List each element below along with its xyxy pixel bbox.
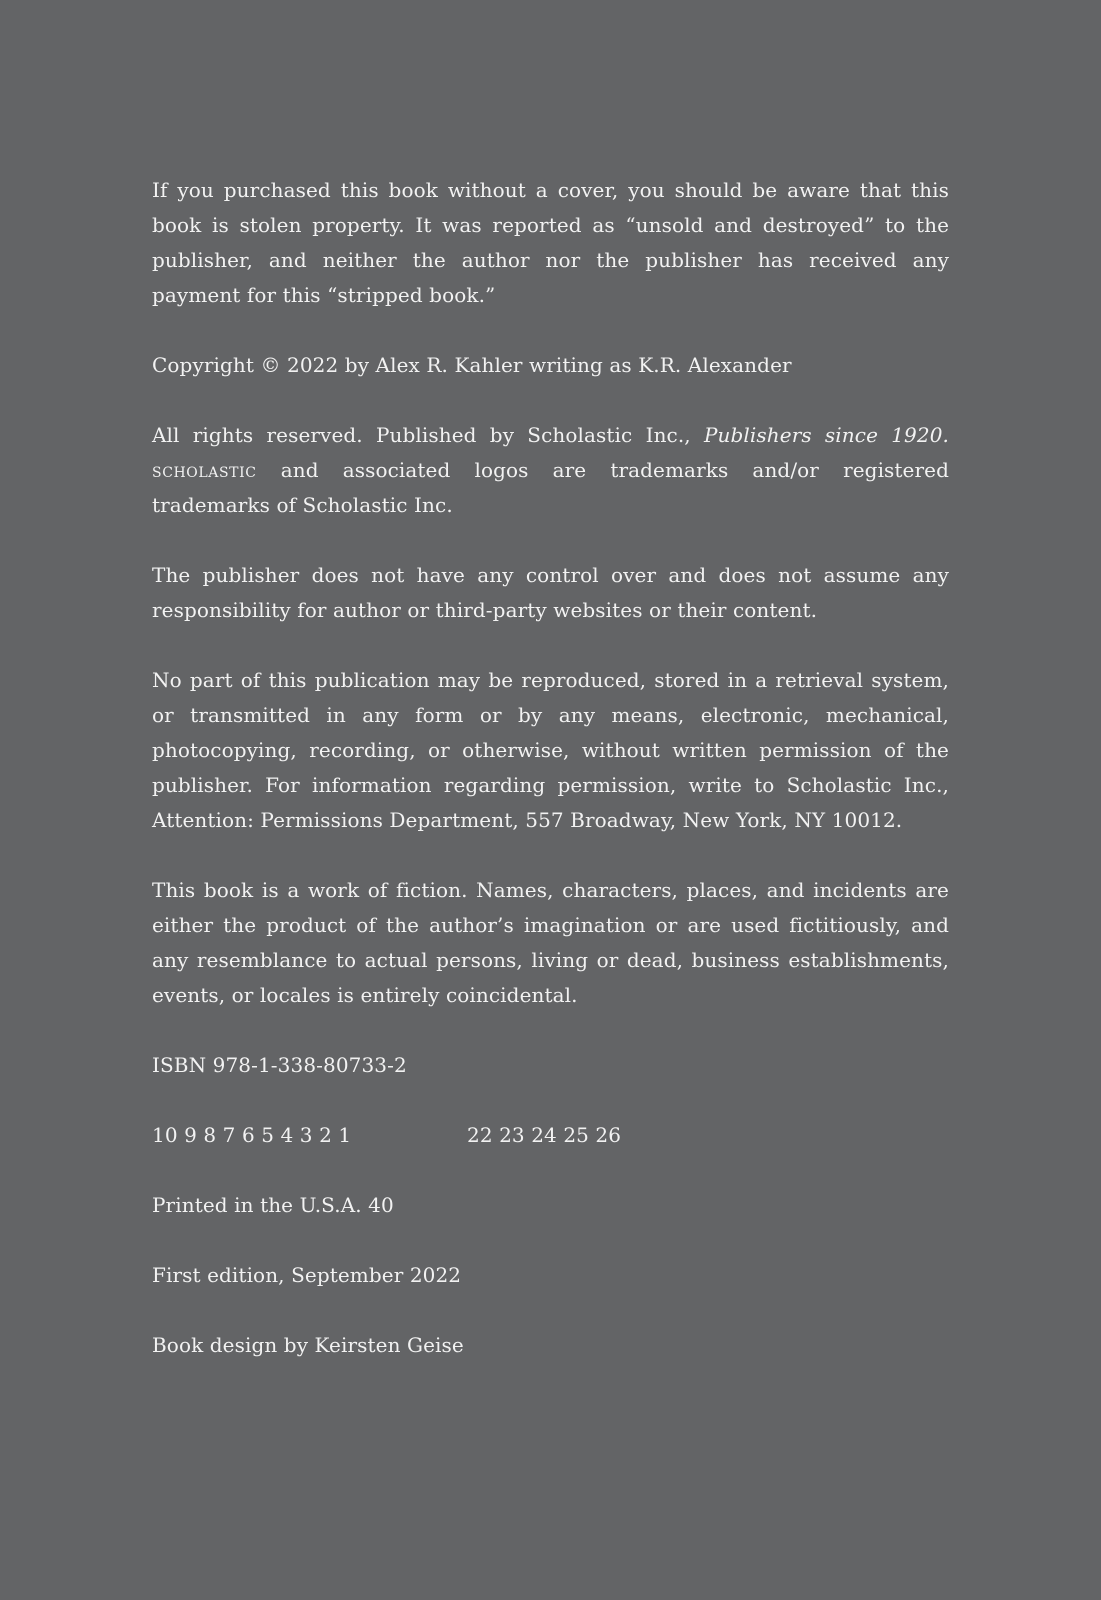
rights-prefix: All rights reserved. Published by Scholastic Inc., [152,423,704,447]
copyright-line: Copyright © 2022 by Alex R. Kahler writing as K.R. Alexander [152,353,792,377]
copyright-page [152,173,949,1398]
publisher-tagline: Publishers since 1920. [703,423,949,447]
print-year-numbers: 22 23 24 25 26 [467,1123,622,1147]
print-run-numbers: 10 9 8 7 6 5 4 3 2 1 [152,1123,352,1147]
scholastic-wordmark: scholastic [152,458,257,482]
responsibility-notice: The publisher does not have any control over and does not assume any responsibility for author or third-party websites or their content. [152,563,949,622]
stripped-book-notice: If you purchased this book without a cover, you should be aware that this book is stolen property. It was reported as “unsold and destroyed” to the publisher, and neither the author nor the publisher has received any payment for this “stripped book.” [152,178,949,307]
fiction-disclaimer: This book is a work of fiction. Names, characters, places, and incidents are either the product of the author’s imagination or are used fictitiously, and any resemblance to actual persons, living or dead, business establishments, events, or locales is entirely coincidental. [152,878,949,1007]
rights-reserved-notice [152,418,949,523]
isbn-line: ISBN 978-1-338-80733-2 [152,1053,407,1077]
print-line [152,1118,949,1153]
edition-line: First edition, September 2022 [152,1263,462,1287]
reproduction-notice: No part of this publication may be reproduced, stored in a retrieval system, or transmitted in any form or by any means, electronic, mechanical, photocopying, recording, or otherwise, without written permission of the publisher. For information regarding permission, write to Scholastic Inc., Attention: Permissions Department, 557 Broadway, New York, NY 10012. [152,668,949,832]
rights-suffix: and associated logos are trademarks and/or registered trademarks of Scholastic Inc. [152,458,949,517]
design-credit: Book design by Keirsten Geise [152,1333,464,1357]
printed-in-line: Printed in the U.S.A. 40 [152,1193,394,1217]
